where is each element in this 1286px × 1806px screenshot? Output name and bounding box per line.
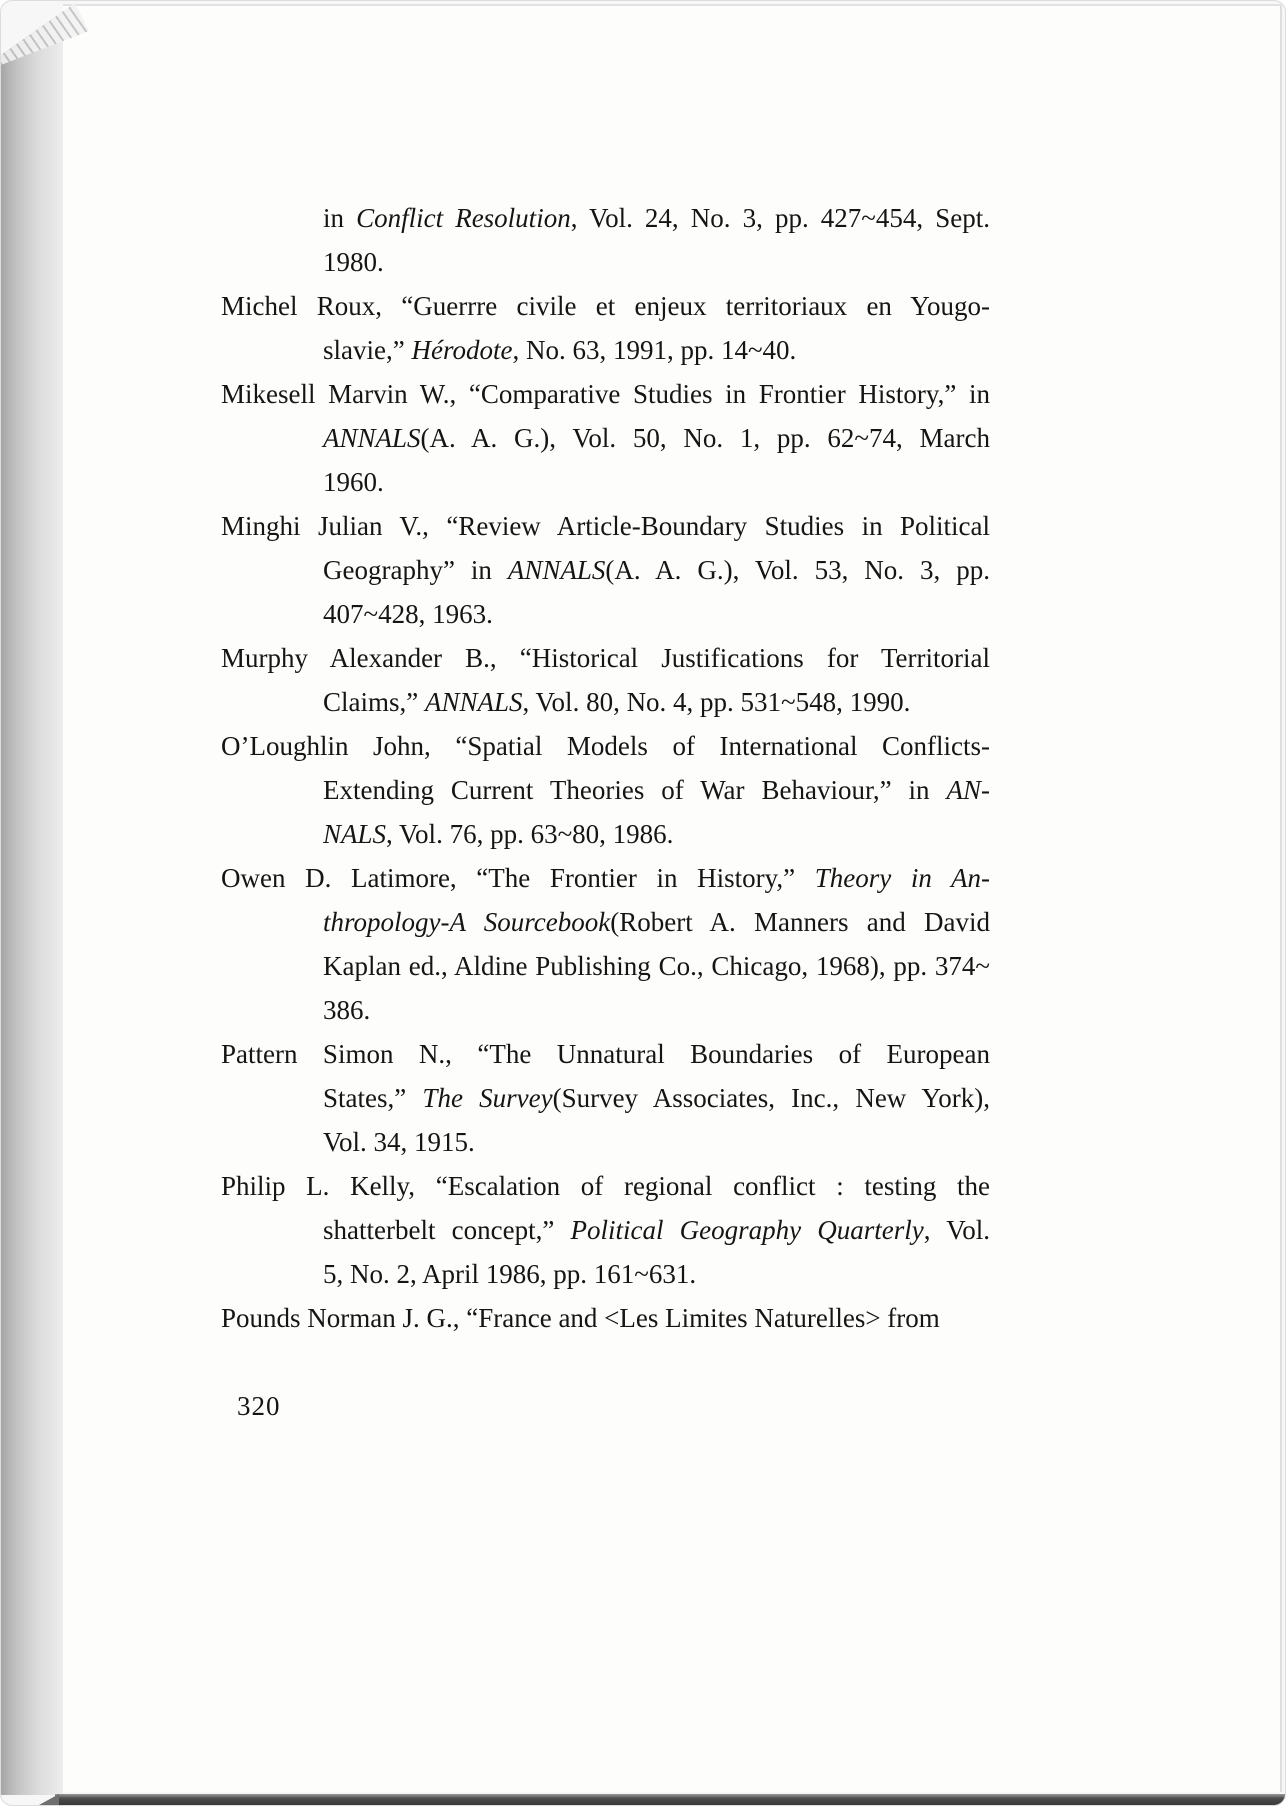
text: in [323, 203, 357, 233]
text: 1980. [323, 247, 384, 277]
bibliography-line [221, 944, 990, 988]
text: shatterbelt concept,” [323, 1215, 571, 1245]
italic-text: Hérodote [411, 335, 513, 365]
text: Michel Roux, “Guerrre civile et enjeux territoriaux en Yougo- [221, 291, 990, 321]
bibliography-line [221, 900, 990, 944]
text: States,” [323, 1083, 423, 1113]
text: (A. A. G.), Vol. 50, No. 1, pp. 62~74, March [420, 423, 990, 453]
bibliography-line [221, 636, 990, 680]
bibliography-entry [221, 1164, 990, 1296]
text: 407~428, 1963. [323, 599, 493, 629]
text: Philip L. Kelly, “Escalation of regional conflict : testing the [221, 1171, 990, 1201]
text: , Vol. 80, No. 4, pp. 531~548, 1990. [522, 687, 911, 717]
text: Murphy Alexander B., “Historical Justifications for Territorial [221, 643, 990, 673]
bibliography-entry [221, 196, 990, 284]
bibliography-line [221, 328, 990, 372]
text: (A. A. G.), Vol. 53, No. 3, pp. [605, 555, 990, 585]
italic-text: ANNALS [323, 423, 421, 453]
italic-text: The Survey [422, 1083, 553, 1113]
paper [63, 4, 1282, 1792]
text: 386. [323, 995, 371, 1025]
bibliography-line [221, 504, 990, 548]
bibliography-line [221, 1032, 990, 1076]
text: Owen D. Latimore, “The Frontier in History,” [221, 863, 815, 893]
bibliography-line [221, 1076, 990, 1120]
italic-text: Conflict Resolution [356, 203, 571, 233]
bibliography-entry [221, 1296, 990, 1340]
bibliography-line [221, 812, 990, 856]
bibliography-entry [221, 724, 990, 856]
page-content [63, 6, 1280, 1792]
bibliography-line [221, 460, 990, 504]
bibliography-line [221, 1208, 990, 1252]
page-number: 320 [237, 1391, 281, 1421]
bibliography-line [221, 1164, 990, 1208]
bibliography-line [221, 680, 990, 724]
bibliography [221, 196, 990, 1340]
bibliography-line [221, 548, 990, 592]
book-left-page-edges [1, 1, 63, 1795]
text: (Survey Associates, Inc., New York), [552, 1083, 991, 1113]
bibliography-line [221, 1252, 990, 1296]
text: Pattern Simon N., “The Unnatural Boundaries of European [221, 1039, 990, 1069]
bibliography-line [221, 1296, 990, 1340]
text: Extending Current Theories of War Behaviour,” in [323, 775, 947, 805]
bibliography-line [221, 240, 990, 284]
italic-text: Political Geography Quarterly [570, 1215, 924, 1245]
book-bottom-edge [55, 1794, 1285, 1805]
bibliography-line [221, 592, 990, 636]
italic-text: ANNALS [507, 555, 606, 585]
text: slavie,” [323, 335, 412, 365]
text: 1960. [323, 467, 384, 497]
bibliography-line [221, 768, 990, 812]
italic-text: Theory in An- [814, 863, 990, 893]
italic-text: NALS [323, 819, 387, 849]
bibliography-line [221, 724, 990, 768]
text: Geography” in [323, 555, 508, 585]
text: O’Loughlin John, “Spatial Models of International Conflicts- [221, 731, 990, 761]
bibliography-entry [221, 284, 990, 372]
bibliography-entry [221, 372, 990, 504]
bibliography-line [221, 196, 990, 240]
bibliography-line [221, 988, 990, 1032]
bibliography-entry [221, 856, 990, 1032]
bibliography-line [221, 372, 990, 416]
bibliography-entry [221, 504, 990, 636]
bibliography-entry [221, 1032, 990, 1164]
bibliography-line [221, 1120, 990, 1164]
text: (Robert A. Manners and David [610, 907, 990, 937]
bibliography-line [221, 284, 990, 328]
text: Pounds Norman J. G., “France and <Les Limites Naturelles> from [221, 1303, 940, 1333]
text: Claims,” [323, 687, 425, 717]
bibliography-line [221, 416, 990, 460]
text: Mikesell Marvin W., “Comparative Studies in Frontier History,” in [221, 379, 990, 409]
text: , Vol. 76, pp. 63~80, 1986. [386, 819, 674, 849]
text: , Vol. [923, 1215, 990, 1245]
bibliography-line [221, 856, 990, 900]
text: Minghi Julian V., “Review Article-Boundary Studies in Political [221, 511, 990, 541]
italic-text: thropology-A Sourcebook [323, 907, 611, 937]
text: Vol. 34, 1915. [323, 1127, 475, 1157]
text: , No. 63, 1991, pp. 14~40. [512, 335, 797, 365]
bibliography-entry [221, 636, 990, 724]
text: Kaplan ed., Aldine Publishing Co., Chicago, 1968), pp. 374~ [323, 951, 990, 981]
text: , Vol. 24, No. 3, pp. 427~454, Sept. [570, 203, 990, 233]
text: 5, No. 2, April 1986, pp. 161~631. [323, 1259, 697, 1289]
italic-text: AN- [946, 775, 990, 805]
italic-text: ANNALS [425, 687, 523, 717]
